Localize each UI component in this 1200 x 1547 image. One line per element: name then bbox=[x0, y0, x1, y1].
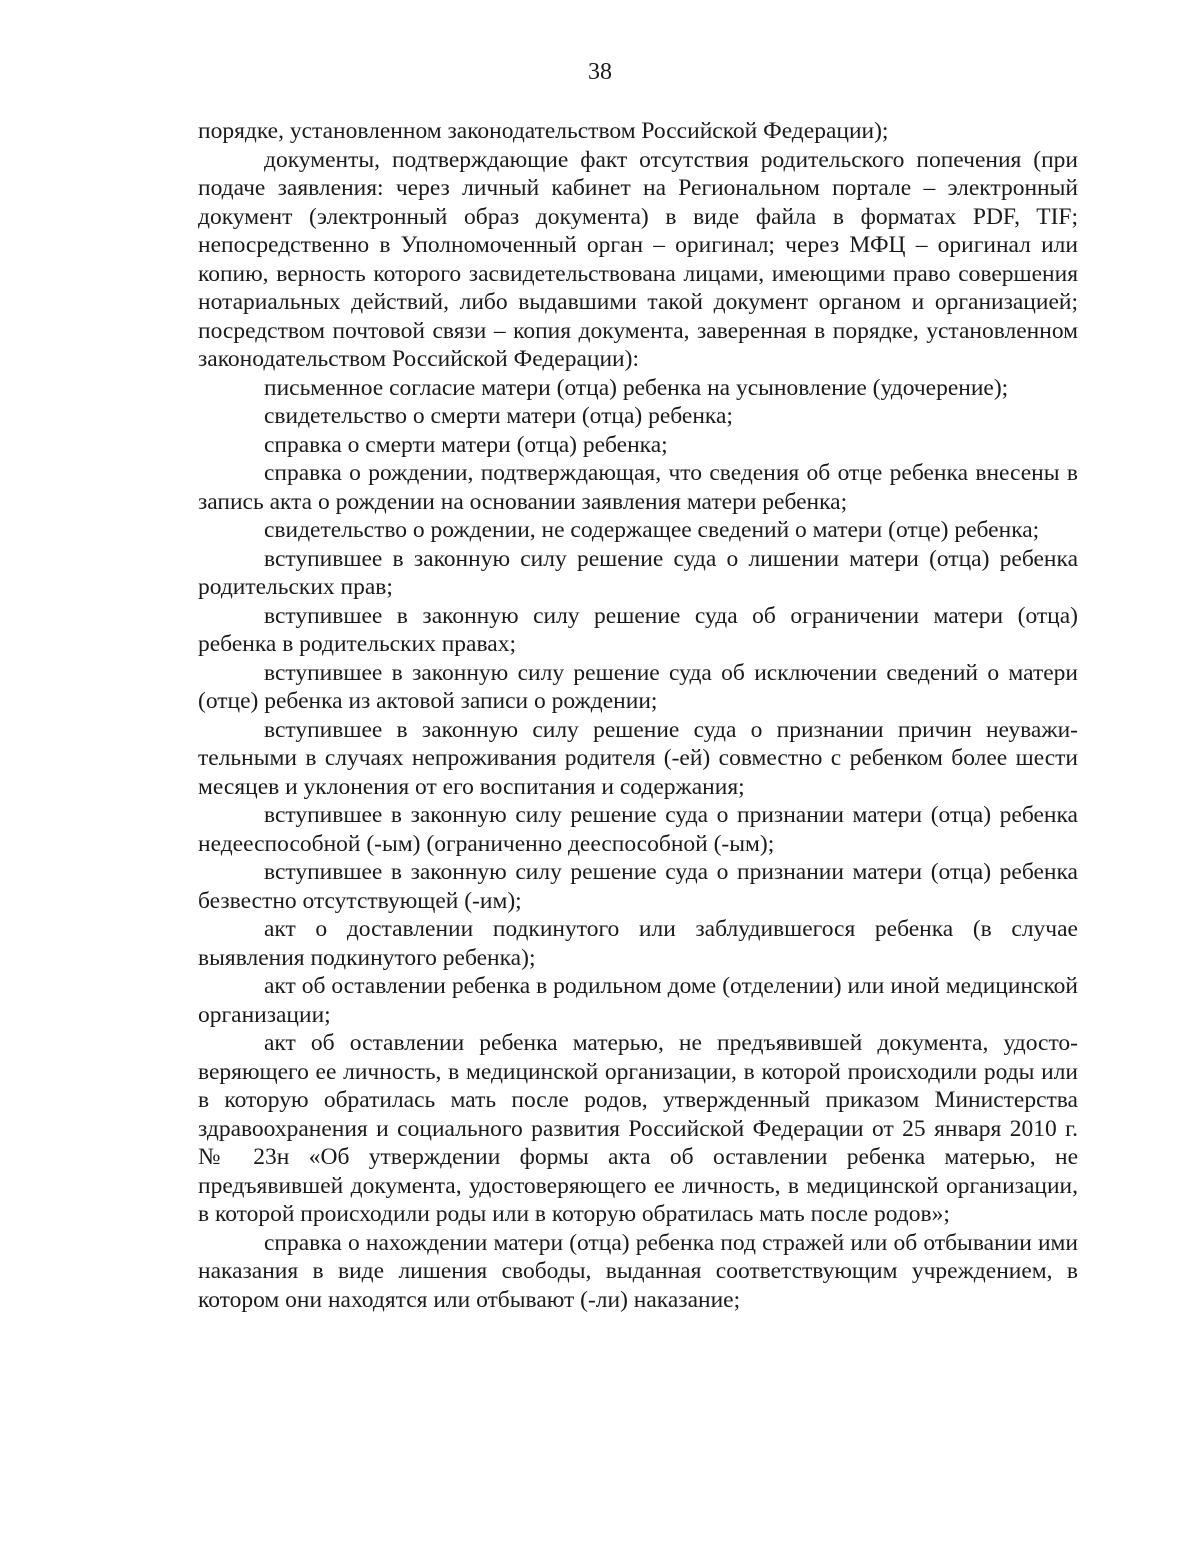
list-item: справка о нахождении матери (отца) ребенка под стражей или об отбывании ими наказания в виде лишения свободы, выданная соответствующим учреждением, в котором они находятся или отбывают (-ли) наказание; bbox=[198, 1229, 1078, 1313]
list-item: вступившее в законную силу решение суда о признании матери (отца) ребенка недееспособной (-ым) (ограниченно дееспособной (-ым); bbox=[198, 802, 1078, 857]
list-item: справка о смерти матери (отца) ребенка; bbox=[264, 431, 668, 458]
paragraph: порядке, установленном законодательством Российской Федерации); bbox=[198, 118, 889, 144]
list-item: письменное согласие матери (отца) ребенка на усыновление (удочерение); bbox=[264, 374, 1009, 401]
list-item: вступившее в законную силу решение суда об ограничении матери (отца) ребенка в родительских правах; bbox=[198, 602, 1078, 657]
document-body bbox=[198, 117, 1078, 1314]
paragraph: документы, подтверждающие факт отсутствия родительского попечения (при подаче заявления: через личный кабинет на Региональном портале – электронный документ (электронный образ документа) в виде файла в форматах PDF, TIF; непосредственно в Уполномоченный орган – оригинал; через МФЦ – оригинал или копию, верность которого засвидетельствована лицами, имеющими право совершения нотариальных действий, либо выдавшими такой документ органом и организацией; посредством почтовой связи – копия документа, заверенная в порядке, установленном законодательством Российской Федерации): bbox=[198, 146, 1078, 372]
list-item: свидетельство о рождении, не содержащее сведений о матери (отце) ребенка; bbox=[264, 517, 1040, 543]
list-item: акт об оставлении ребенка матерью, не предъявившей документа, удостоверяющего ее личность, в медицинской организации, в которой происходили роды или в которую обратилась мать после родов, утвержденный приказом Министерства здравоохранения и социального развития Российской Федерации от 25 января 2010 г. № 23н «Об утверждении формы акта об оставлении ребенка матерью, не предъявившей документа, удостоверяющего ее личность, в медицинской организации, в которой происходили роды или в которую обратилась мать после родов»; bbox=[198, 1030, 1078, 1227]
list-item: акт о доставлении подкинутого или заблудившегося ребенка (в случае выявления подкинутого ребенка); bbox=[198, 916, 1078, 971]
list-item: вступившее в законную силу решение суда о признании причин неуважительными в случаях непроживания родителя (-ей) совместно с ребенком более шести месяцев и уклонения от его воспитания и содержания; bbox=[198, 716, 1078, 800]
list-item: справка о рождении, подтверждающая, что сведения об отце ребенка внесены в запись акта о рождении на основании заявления матери ребенка; bbox=[198, 460, 1078, 515]
list-item: акт об оставлении ребенка в родильном доме (отделении) или иной медицинской организации; bbox=[198, 973, 1078, 1028]
list-item: вступившее в законную силу решение суда об исключении сведений о матери (отце) ребенка из актовой записи о рождении; bbox=[198, 659, 1078, 714]
list-item: вступившее в законную силу решение суда о лишении матери (отца) ребенка родительских прав; bbox=[198, 545, 1078, 600]
list-item: вступившее в законную силу решение суда о признании матери (отца) ребенка безвестно отсутствующей (-им); bbox=[198, 859, 1078, 914]
list-item: свидетельство о смерти матери (отца) ребенка; bbox=[264, 403, 733, 429]
page-number: 38 bbox=[588, 59, 612, 85]
